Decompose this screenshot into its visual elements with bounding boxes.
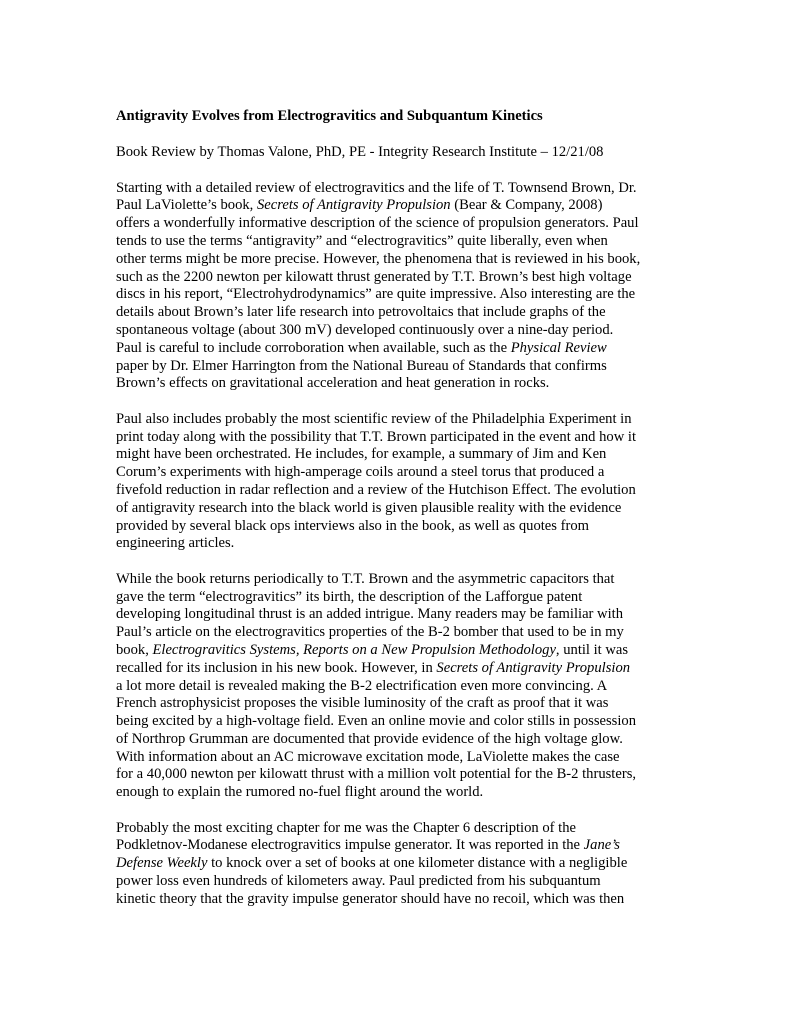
text-line [116, 766, 676, 784]
text-run: , until it was [555, 641, 629, 658]
italic-title: Electrogravitics Systems, Reports on a New Propulsion Methodology [152, 641, 556, 658]
text-line [116, 624, 676, 642]
text-run: kinetic theory that the gravity impulse generator should have no recoil, which was then [116, 890, 625, 907]
text-line [116, 180, 676, 198]
text-run: French astrophysicist proposes the visible luminosity of the craft as proof that it was [116, 695, 609, 712]
text-run: other terms might be more precise. However, the phenomena that is reviewed in his book, [116, 250, 641, 267]
italic-title: Jane’s [583, 837, 620, 854]
text-line [116, 482, 676, 500]
italic-title: Physical Review [510, 339, 607, 356]
text-line [116, 837, 676, 855]
text-line [116, 322, 676, 340]
text-line [116, 660, 676, 678]
text-line [116, 446, 676, 464]
text-line [116, 411, 676, 429]
text-line [116, 695, 676, 713]
text-run: paper by Dr. Elmer Harrington from the National Bureau of Standards that confirms [116, 357, 607, 374]
italic-title: Secrets of Antigravity Propulsion [256, 197, 451, 214]
text-line [116, 535, 676, 553]
document-title: Antigravity Evolves from Electrogravitics and Subquantum Kinetics [116, 108, 543, 124]
text-run: such as the 2200 newton per kilowatt thrust generated by T.T. Brown’s best high voltage [116, 268, 632, 285]
text-run: book, [116, 641, 153, 658]
text-run: recalled for its inclusion in his new book. However, in [116, 659, 437, 676]
text-line [116, 642, 676, 660]
text-run: a lot more detail is revealed making the B-2 electrification even more convincing. A [116, 677, 608, 694]
text-line [116, 713, 676, 731]
text-run: provided by several black ops interviews also in the book, as well as quotes from [116, 517, 589, 534]
text-line [116, 215, 676, 233]
text-run: for a 40,000 newton per kilowatt thrust with a million volt potential for the B-2 thrusters, [116, 766, 637, 783]
text-run: being excited by a high-voltage field. Even an online movie and color stills in possession [116, 713, 636, 730]
text-line [116, 873, 676, 891]
text-run: of antigravity research into the black world is given plausible reality with the evidence [116, 499, 622, 516]
text-run: developing longitudinal thrust is an added intrigue. Many readers may be familiar with [116, 606, 624, 623]
text-line [116, 606, 676, 624]
text-line [116, 518, 676, 536]
text-line [116, 784, 676, 802]
text-run: Podkletnov-Modanese electrogravitics impulse generator. It was reported in the [116, 837, 584, 854]
text-run: of Northrop Grumman are documented that provide evidence of the high voltage glow. [116, 730, 623, 747]
text-run: Paul’s article on the electrogravitics properties of the B-2 bomber that used to be in my [116, 624, 624, 641]
text-line [116, 855, 676, 873]
text-run: Starting with a detailed review of electrogravitics and the life of T. Townsend Brown, Dr. [116, 179, 637, 196]
text-line [116, 304, 676, 322]
paragraph [116, 411, 676, 553]
text-run: Probably the most exciting chapter for me was the Chapter 6 description of the [116, 819, 576, 836]
document-page [116, 108, 676, 926]
text-line [116, 233, 676, 251]
paragraph [116, 571, 676, 802]
document-body [116, 180, 676, 909]
text-run: tends to use the terms “antigravity” and “electrogravitics” quite liberally, even when [116, 232, 608, 249]
text-line [116, 731, 676, 749]
paragraph [116, 820, 676, 909]
text-run: power loss even hundreds of kilometers away. Paul predicted from his subquantum [116, 873, 601, 890]
document-byline: Book Review by Thomas Valone, PhD, PE - Integrity Research Institute – 12/21/08 [116, 143, 604, 160]
text-line [116, 820, 676, 838]
text-run: Paul also includes probably the most scientific review of the Philadelphia Experiment in [116, 410, 632, 427]
paragraph [116, 180, 676, 394]
text-line [116, 589, 676, 607]
text-line [116, 571, 676, 589]
text-run: (Bear & Company, 2008) [450, 197, 603, 214]
text-run: to knock over a set of books at one kilometer distance with a negligible [207, 855, 628, 872]
text-run: While the book returns periodically to T.T. Brown and the asymmetric capacitors that [116, 570, 615, 587]
text-run: spontaneous voltage (about 300 mV) developed continuously over a nine-day period. [116, 321, 614, 338]
text-run: Paul LaViolette’s book, [116, 197, 257, 214]
text-line [116, 358, 676, 376]
text-run: print today along with the possibility that T.T. Brown participated in the event and how it [116, 428, 637, 445]
text-line [116, 678, 676, 696]
text-line [116, 429, 676, 447]
text-line [116, 464, 676, 482]
italic-title: Secrets of Antigravity Propulsion [436, 659, 631, 676]
italic-title: Defense Weekly [116, 855, 208, 872]
text-run: offers a wonderfully informative description of the science of propulsion generators. Paul [116, 215, 639, 232]
text-line [116, 286, 676, 304]
text-line [116, 269, 676, 287]
text-run: gave the term “electrogravitics” its birth, the description of the Lafforgue patent [116, 588, 583, 605]
text-line [116, 251, 676, 269]
text-run: fivefold reduction in radar reflection and a review of the Hutchison Effect. The evolution [116, 481, 636, 498]
text-line [116, 197, 676, 215]
text-run: Brown’s effects on gravitational acceleration and heat generation in rocks. [116, 375, 550, 392]
text-run: Paul is careful to include corroboration when available, such as the [116, 339, 511, 356]
text-run: engineering articles. [116, 535, 235, 552]
text-line [116, 749, 676, 767]
text-run: might have been orchestrated. He includes, for example, a summary of Jim and Ken [116, 446, 607, 463]
text-line [116, 340, 676, 358]
text-run: Corum’s experiments with high-amperage coils around a steel torus that produced a [116, 464, 605, 481]
text-run: enough to explain the rumored no-fuel flight around the world. [116, 784, 484, 801]
text-line [116, 891, 676, 909]
text-run: details about Brown’s later life research into petrovoltaics that include graphs of the [116, 304, 606, 321]
text-line [116, 500, 676, 518]
text-run: discs in his report, “Electrohydrodynamics” are quite impressive. Also interesting are the [116, 286, 636, 303]
text-line [116, 375, 676, 393]
text-run: With information about an AC microwave excitation mode, LaViolette makes the case [116, 748, 620, 765]
